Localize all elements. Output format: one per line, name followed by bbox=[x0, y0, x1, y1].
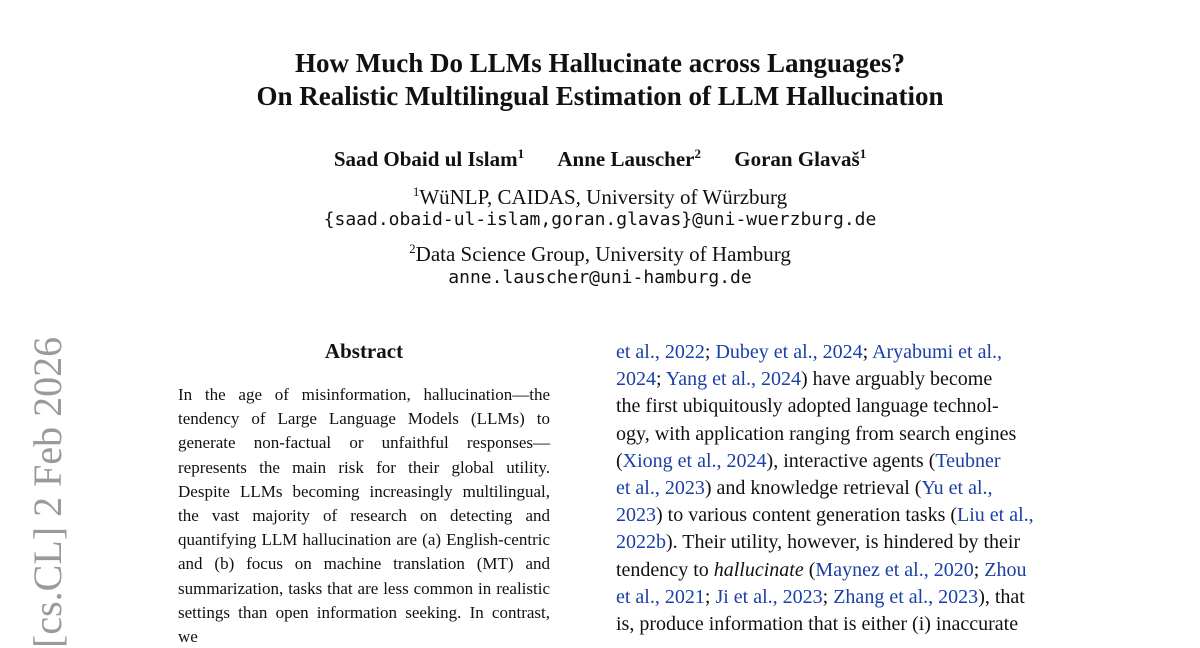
citation-link[interactable]: Xiong et al., 2024 bbox=[622, 449, 767, 472]
intro-text: ; bbox=[973, 558, 985, 581]
author-affil-marker: 1 bbox=[859, 146, 867, 161]
intro-line-1 bbox=[616, 339, 1058, 366]
affiliation-1-email: {saad.obaid-ul-islam,goran.glavas}@uni-wuerzburg.de bbox=[323, 209, 877, 230]
citation-link[interactable]: Aryabumi et al., bbox=[872, 341, 1003, 363]
author-affil-marker: 2 bbox=[694, 146, 701, 161]
arxiv-stamp: [cs.CL] 2 Feb 2026 bbox=[25, 336, 70, 648]
emphasis: hallucinate bbox=[713, 558, 804, 581]
intro-text: ; bbox=[862, 341, 873, 363]
citation-link[interactable]: Dubey et al., 2024 bbox=[715, 341, 863, 363]
citation-link[interactable]: et al., 2022 bbox=[616, 341, 705, 363]
author-name: Anne Lauscher bbox=[557, 147, 695, 171]
author-affil-marker: 1 bbox=[517, 146, 525, 161]
abstract-heading: Abstract bbox=[324, 339, 404, 363]
intro-line-3: the first ubiquitously adopted language technol- bbox=[616, 395, 999, 418]
citation-link[interactable]: 2024 bbox=[616, 368, 656, 391]
author-list bbox=[0, 140, 1200, 173]
citation-link[interactable]: 2022b bbox=[616, 531, 666, 554]
citation-link[interactable]: Zhang et al., 2023 bbox=[833, 585, 979, 608]
intro-text: ; bbox=[704, 341, 716, 363]
intro-line-9 bbox=[616, 557, 1058, 584]
paper-title-line-1: How Much Do LLMs Hallucinate across Languages? bbox=[294, 48, 906, 78]
intro-text: ) to various content generation tasks ( bbox=[656, 504, 958, 527]
citation-link[interactable]: Ji et al., 2023 bbox=[715, 585, 823, 608]
intro-text: ; bbox=[704, 585, 716, 608]
affil-name: WüNLP, CAIDAS, University of Würzburg bbox=[419, 185, 788, 209]
intro-text: ) and knowledge retrieval ( bbox=[704, 477, 922, 500]
citation-link[interactable]: Teubner bbox=[935, 449, 1001, 472]
intro-text: ), interactive agents ( bbox=[766, 449, 936, 472]
intro-line-7 bbox=[616, 502, 1058, 529]
intro-text: ). Their utility, however, is hindered by their bbox=[666, 531, 1021, 554]
author-3 bbox=[734, 140, 866, 173]
intro-text: ), that bbox=[978, 585, 1025, 608]
citation-link[interactable]: Maynez et al., 2020 bbox=[815, 558, 974, 581]
paper-title-line-2: On Realistic Multilingual Estimation of LLM Hallucination bbox=[256, 81, 944, 111]
citation-link[interactable]: Yu et al., bbox=[921, 477, 993, 500]
affil-marker: 1 bbox=[412, 184, 420, 199]
affiliation-2-email: anne.lauscher@uni-hamburg.de bbox=[448, 267, 752, 288]
citation-link[interactable]: et al., 2023 bbox=[616, 477, 705, 500]
intro-line-4: ogy, with application ranging from search engines bbox=[616, 422, 1017, 445]
intro-line-10 bbox=[616, 584, 1058, 611]
intro-line-6 bbox=[616, 475, 1058, 502]
author-1 bbox=[334, 140, 524, 173]
intro-line-11: is, produce information that is either (i) inaccurate bbox=[616, 613, 1019, 636]
affil-name: Data Science Group, University of Hamburg bbox=[415, 242, 791, 266]
author-name: Saad Obaid ul Islam bbox=[333, 147, 518, 171]
intro-text: tendency to bbox=[616, 558, 714, 581]
intro-line-2 bbox=[616, 366, 1058, 393]
affil-marker: 2 bbox=[409, 241, 416, 256]
author-2 bbox=[557, 140, 701, 173]
citation-link[interactable]: Liu et al., bbox=[957, 504, 1034, 527]
author-name: Goran Glavaš bbox=[734, 147, 860, 171]
intro-text: ( bbox=[803, 558, 816, 581]
introduction-text bbox=[616, 339, 1058, 638]
abstract-text: In the age of misinformation, hallucination—the tendency of Large Language Models (LLMs) to generate non-factual or unfaithful responses—represents the main risk for their global utility. Despite LLMs becoming increasingly multilingual, the vast majority of research on detecting and quantifying LLM hallucination are (a) English-centric and (b) focus on machine translation (MT) and summarization, tasks that are less common in realistic settings than open information seeking. In contrast, we bbox=[178, 385, 550, 647]
citation-link[interactable]: Yang et al., 2024 bbox=[665, 368, 802, 391]
citation-link[interactable]: et al., 2021 bbox=[616, 585, 705, 608]
citation-link[interactable]: Zhou bbox=[984, 558, 1027, 581]
intro-text: ( bbox=[616, 449, 623, 472]
intro-line-5 bbox=[616, 448, 1058, 475]
intro-text: ; bbox=[656, 368, 666, 391]
intro-text: ) have arguably become bbox=[801, 368, 993, 391]
intro-line-8 bbox=[616, 529, 1058, 556]
intro-text: ; bbox=[822, 585, 834, 608]
citation-link[interactable]: 2023 bbox=[616, 504, 656, 527]
